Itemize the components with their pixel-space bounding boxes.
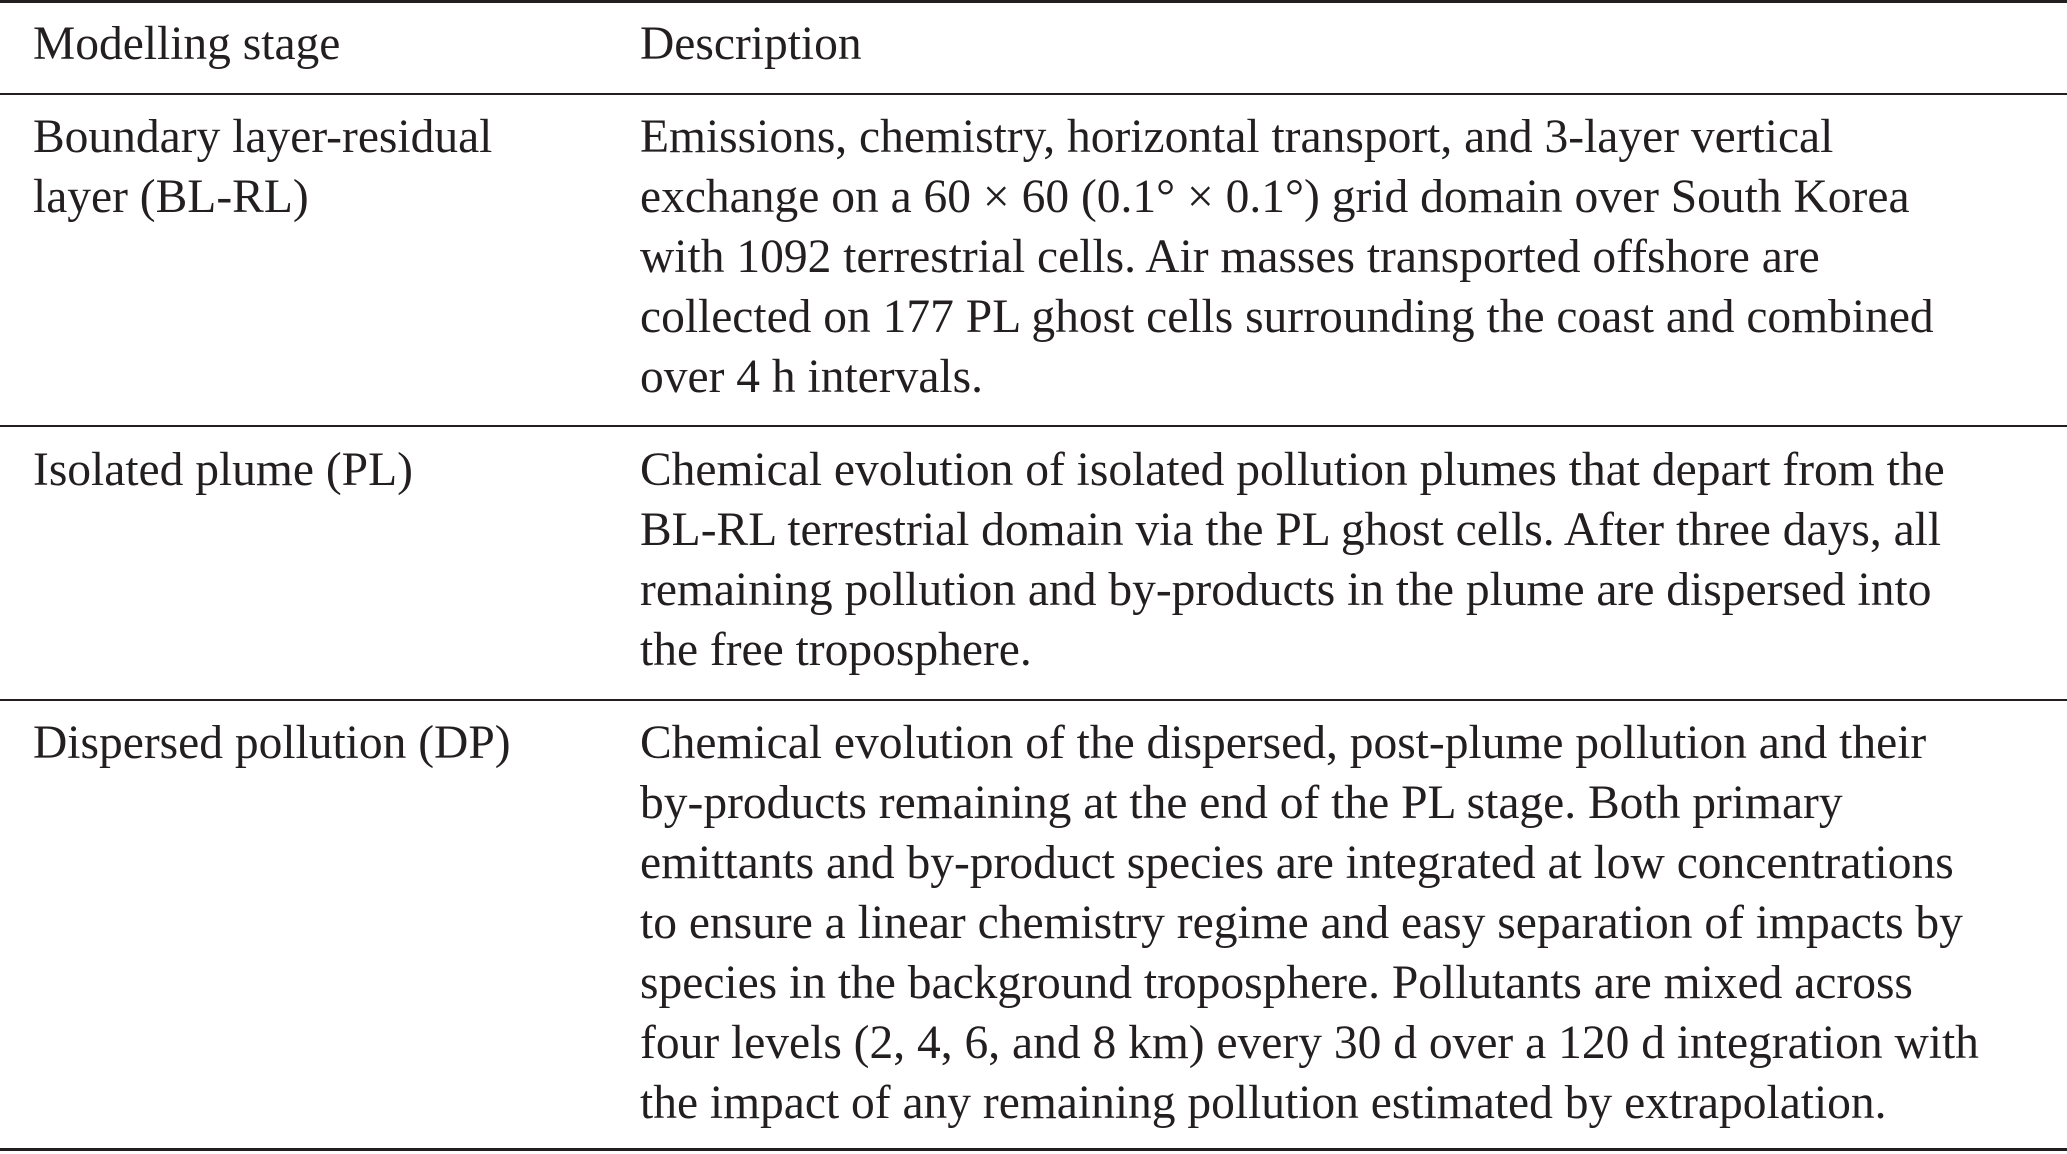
row-description-bl-rl [640,107,1934,407]
header-description: Description [640,18,862,70]
description-line: four levels (2, 4, 6, and 8 km) every 30 d over a 120 d integration with [640,1017,1979,1069]
row-divider [0,425,2067,427]
row-divider [0,699,2067,701]
row-stage-bl-rl [33,107,492,227]
table-top-rule [0,0,2067,3]
description-line: Chemical evolution of the dispersed, post-plume pollution and their [640,717,1927,769]
description-line: over 4 h intervals. [640,351,983,403]
description-line: by-products remaining at the end of the PL stage. Both primary [640,777,1843,829]
description-line: Chemical evolution of isolated pollution plumes that depart from the [640,444,1945,496]
row-description-dp [640,713,1979,1133]
description-line: BL-RL terrestrial domain via the PL ghost cells. After three days, all [640,504,1942,556]
table-bottom-rule [0,1148,2067,1151]
description-line: to ensure a linear chemistry regime and easy separation of impacts by [640,897,1963,949]
row-stage-pl [33,440,413,500]
row-description-pl [640,440,1945,680]
stage-line: layer (BL-RL) [33,171,309,223]
description-line: exchange on a 60 × 60 (0.1° × 0.1°) grid domain over South Korea [640,171,1910,223]
description-line: with 1092 terrestrial cells. Air masses transported offshore are [640,231,1820,283]
description-line: the free troposphere. [640,624,1032,676]
description-line: collected on 177 PL ghost cells surrounding the coast and combined [640,291,1934,343]
stage-line: Isolated plume (PL) [33,444,413,496]
header-rule [0,93,2067,95]
description-line: emittants and by-product species are integrated at low concentrations [640,837,1954,889]
description-line: Emissions, chemistry, horizontal transport, and 3-layer vertical [640,111,1834,163]
stage-line: Dispersed pollution (DP) [33,717,511,769]
header-modelling-stage: Modelling stage [33,18,341,70]
stage-line: Boundary layer-residual [33,111,493,163]
description-line: species in the background troposphere. Pollutants are mixed across [640,957,1913,1009]
description-line: remaining pollution and by-products in the plume are dispersed into [640,564,1932,616]
description-line: the impact of any remaining pollution estimated by extrapolation. [640,1077,1887,1129]
row-stage-dp [33,713,511,773]
